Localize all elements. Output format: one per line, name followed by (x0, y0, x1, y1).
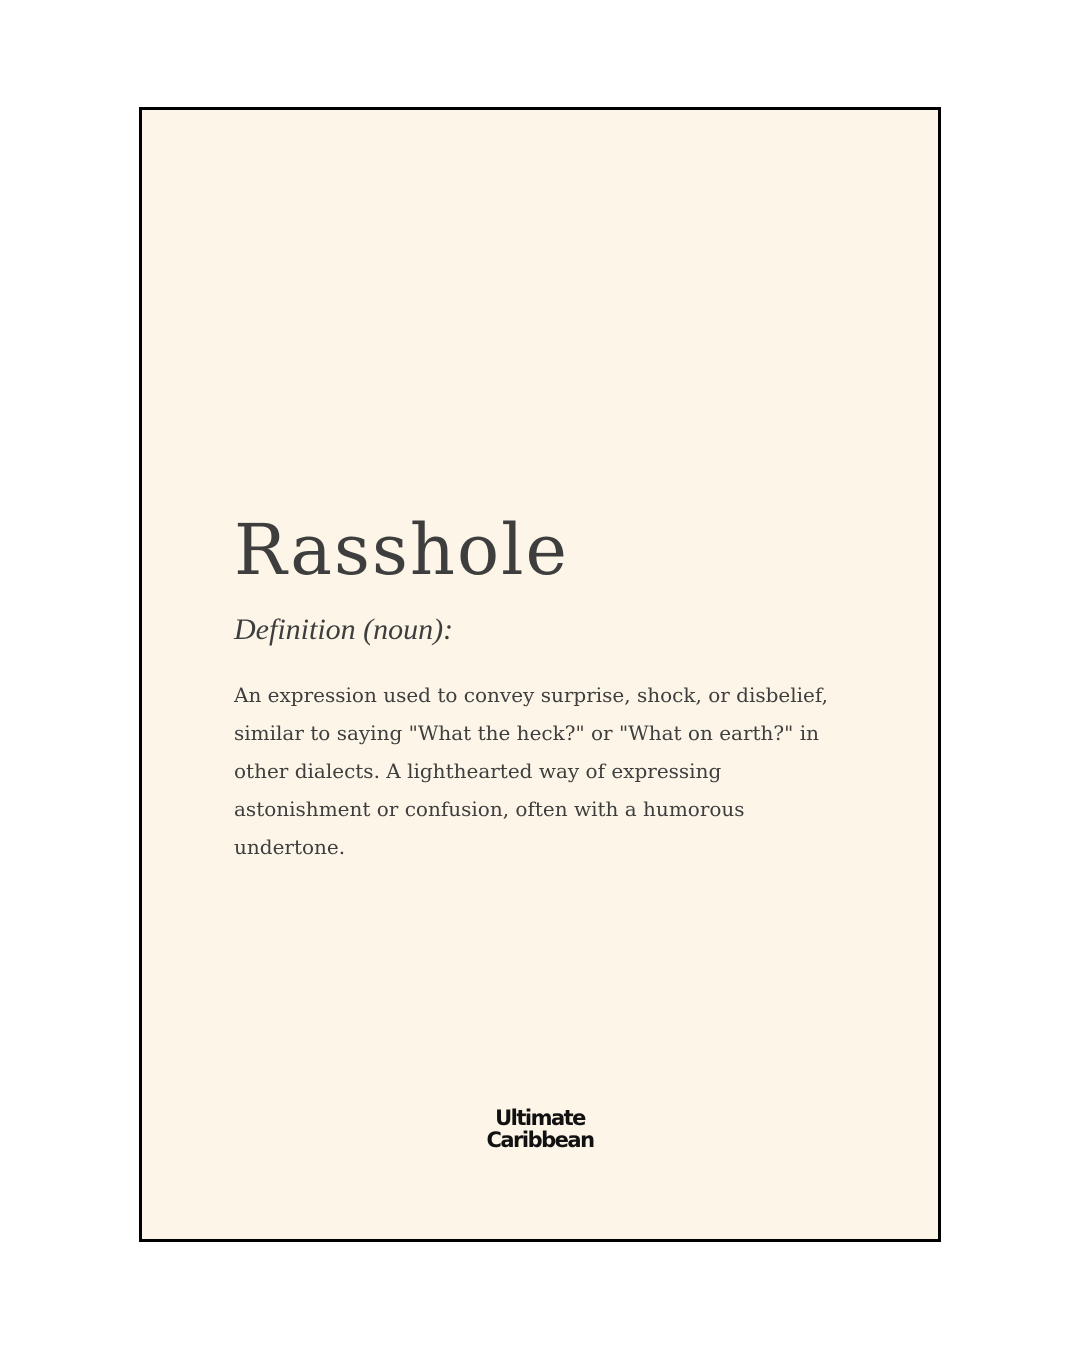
definition-label: Definition (noun): (234, 613, 454, 646)
definition-poster (139, 107, 941, 1242)
definition-block (234, 510, 854, 866)
definition-text: An expression used to convey surprise, shock, or disbelief, similar to saying "What the heck?" or "What on earth?" in other dialects. A lighthearted way of expressing astonishment or confusion, often with a humorous undertone. (234, 683, 828, 859)
logo-line-2: Caribbean (486, 1128, 594, 1152)
ultimate-caribbean-logo (142, 1107, 938, 1151)
logo-line-1: Ultimate (495, 1106, 585, 1130)
word-title: Rasshole (234, 509, 569, 591)
